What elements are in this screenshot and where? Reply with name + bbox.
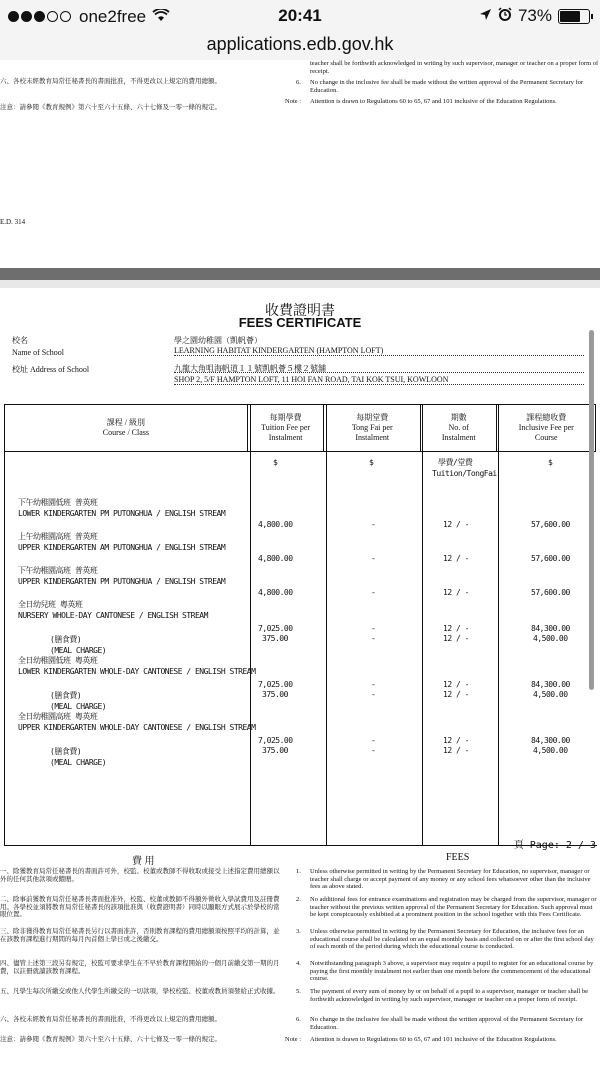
instalments: 12 / - — [443, 680, 469, 689]
meal-instalments: 12 / - — [443, 690, 469, 699]
clock: 20:41 — [278, 6, 322, 25]
page-number: 頁 Page: 2 / 3 — [513, 840, 596, 851]
instalments: 12 / - — [443, 554, 469, 563]
school-label-en: Name of School — [12, 348, 64, 357]
meal-tong-fai: - — [371, 746, 376, 755]
meal-inclusive-fee: 4,500.00 — [533, 690, 568, 699]
fees-table-header — [4, 404, 596, 452]
instalments: 12 / - — [443, 588, 469, 597]
meal-fee: 375.00 — [262, 746, 288, 755]
tong-fai: - — [371, 680, 376, 689]
note-en-item: No additional fees for entrance examinations and registration may be charged from the supervisor, manager or teacher without the previous written approval of the Permanent Secretary for Education. Such approval must be kept conspicuously exhibited at a prominent position in the school together with this Fees Certificate. — [310, 896, 597, 918]
note-en-item: The payment of every sum of money by or on behalf of a pupil to a supervisor, manager or teacher shall be forthwith acknowledged in writing by such supervisor, manager or teacher on a proper form of receipt. — [310, 988, 589, 1003]
course-name-en: UPPER KINDERGARTEN PM PUTONGHUA / ENGLISH STREAM — [18, 577, 226, 586]
notes-head-cn: 費 用 — [132, 856, 155, 867]
unit-inst-cn: 學費/堂費 — [438, 458, 473, 467]
carrier-name: one2free — [79, 7, 147, 26]
location-arrow-icon — [479, 6, 492, 26]
instalments: 12 / - — [443, 520, 469, 529]
address-dotline-2 — [174, 384, 584, 385]
note-cn-item: 六、各校未經教育局常任秘書長的書面批准，不得更改以上規定的費用總額。 — [0, 1016, 221, 1023]
prev-note-cn-remark: 注意：請參閱《教育規例》第六十至六十五條、六十七條及一零一條的規定。 — [0, 104, 221, 111]
header-tongfai: 每期堂費 Tong Fai per Instalment — [324, 405, 421, 452]
note-en-item: Unless otherwise permitted in writing by the Permanent Secretary for Education, the inclusive fees for an educational course shall be calculated on an equal monthly basis and collected on or after the first school day of each month of the period during which the educational course is conducted. — [310, 928, 594, 950]
meal-charge-cn: (膳食費) — [50, 691, 82, 700]
meal-fee: 375.00 — [262, 634, 288, 643]
meal-tong-fai: - — [371, 690, 376, 699]
header-instalments: 期數 No. of Instalment — [420, 405, 497, 452]
note-en-number: Note : — [285, 1036, 302, 1043]
meal-inclusive-fee: 4,500.00 — [533, 634, 568, 643]
page-divider — [0, 268, 600, 280]
course-name-en: LOWER KINDERGARTEN WHOLE-DAY CANTONESE / ENGLISH STREAM — [18, 667, 256, 676]
header-course: 課程 / 級別 Course / Class — [5, 405, 248, 452]
prev-note-en-5: teacher shall be forthwith acknowledged in writing by such supervisor, manager or teacher on a proper form of receipt. — [310, 60, 599, 75]
instalments: 12 / - — [443, 624, 469, 633]
meal-inclusive-fee: 4,500.00 — [533, 746, 568, 755]
meal-instalments: 12 / - — [443, 634, 469, 643]
col-divider-2 — [326, 404, 327, 845]
course-name-en: NURSERY WHOLE-DAY CANTONESE / ENGLISH STREAM — [18, 611, 208, 620]
address-cn: 九龍大角咀海帆道１１號凱帆薈５樓２號舖 — [174, 364, 326, 373]
note-en-number: 4. — [296, 960, 301, 967]
status-bar — [0, 0, 600, 34]
course-name-en: UPPER KINDERGARTEN AM PUTONGHUA / ENGLISH STREAM — [18, 543, 226, 552]
note-cn-item: 注意：請參閱《教育規例》第六十至六十五條、六十七條及一零一條的規定。 — [0, 1036, 221, 1043]
note-cn-item: 四、儘管上述第三段另有規定，校監可要求學生在不早於教育課程開始的一個月前繳交第一期的月費，以註冊就讀該教育課程。 — [0, 960, 280, 975]
inclusive-fee: 84,300.00 — [531, 624, 570, 633]
meal-tong-fai: - — [371, 634, 376, 643]
address-dotline-1 — [174, 372, 584, 373]
tong-fai: - — [371, 520, 376, 529]
meal-instalments: 12 / - — [443, 746, 469, 755]
prev-note-number: 6. — [296, 79, 301, 86]
note-en-item: No change in the inclusive fee shall be made without the written approval of the Permanent Secretary for Education. — [310, 1016, 584, 1031]
inclusive-fee: 57,600.00 — [531, 588, 570, 597]
tuition-fee: 4,800.00 — [258, 554, 293, 563]
alarm-icon — [498, 6, 512, 26]
tuition-fee: 7,025.00 — [258, 680, 293, 689]
form-number: E.D. 314 — [0, 218, 26, 226]
prev-note-label: Note : — [285, 98, 302, 105]
note-en-item: Attention is drawn to Regulations 60 to 65, 67 and 101 inclusive of the Education Regulations. — [310, 1036, 557, 1043]
address-label: 校址 Address of School — [12, 365, 90, 374]
page-gap — [0, 280, 600, 288]
tuition-fee: 7,025.00 — [258, 736, 293, 745]
address-en: SHOP 2, 5/F HAMPTON LOFT, 11 HOI FAN ROAD, TAI KOK TSUI, KOWLOON — [174, 375, 449, 384]
scrollbar[interactable] — [589, 330, 594, 690]
header-tuition: 每期學費 Tuition Fee per Instalment — [247, 405, 324, 452]
course-name-en: LOWER KINDERGARTEN PM PUTONGHUA / ENGLISH STREAM — [18, 509, 226, 518]
instalments: 12 / - — [443, 736, 469, 745]
url-text: applications.edb.gov.hk — [206, 34, 394, 54]
note-en-item: Notwithstanding paragraph 3 above, a supervisor may require a pupil to register for an educational course by paying the first monthly instalment not earlier than one month before the commencement of the educational course. — [310, 960, 594, 982]
url-bar[interactable] — [0, 34, 600, 60]
battery-percent: 73% — [517, 6, 552, 25]
note-cn-item: 三、除非獲得教育局常任秘書長另行以書面准許，否則教育課程的費用總額須按照平均的計算，並在該教育課程進行期間的每月內首個上學日或之後繳交。 — [0, 928, 280, 943]
col-divider-1 — [250, 404, 251, 845]
tong-fai: - — [371, 588, 376, 597]
col-divider-3 — [422, 404, 423, 845]
unit-tongfai: $ — [369, 458, 374, 467]
course-name-cn: 全日幼兒班 粵英班 — [18, 600, 83, 609]
course-name-en: UPPER KINDERGARTEN WHOLE-DAY CANTONESE / ENGLISH STREAM — [18, 723, 256, 732]
meal-charge-cn: (膳食費) — [50, 635, 82, 644]
course-name-cn: 全日幼稚園低班 粵英班 — [18, 656, 98, 665]
note-cn-item: 五、凡學生每次所繳交或他人代學生所繳交的一切款項，學校校監、校董或教員須發給正式收據。 — [0, 988, 280, 995]
header-inclusive: 課程總收費 Inclusive Fee per Course — [497, 405, 596, 452]
meal-charge-en: (MEAL CHARGE) — [50, 702, 107, 711]
tong-fai: - — [371, 624, 376, 633]
meal-charge-en: (MEAL CHARGE) — [50, 646, 107, 655]
note-en-number: 5. — [296, 988, 301, 995]
inclusive-fee: 57,600.00 — [531, 554, 570, 563]
course-name-cn: 下午幼稚園低班 普英班 — [18, 498, 98, 507]
note-en-number: 3. — [296, 928, 301, 935]
tong-fai: - — [371, 554, 376, 563]
battery-icon — [558, 9, 590, 24]
unit-inclusive: $ — [548, 458, 553, 467]
tuition-fee: 4,800.00 — [258, 520, 293, 529]
inclusive-fee: 84,300.00 — [531, 680, 570, 689]
prev-note-en-6: No change in the inclusive fee shall be made without the written approval of the Permanent Secretary for Education. — [310, 79, 584, 94]
tuition-fee: 7,025.00 — [258, 624, 293, 633]
school-dotline — [174, 355, 584, 356]
meal-charge-en: (MEAL CHARGE) — [50, 758, 107, 767]
meal-fee: 375.00 — [262, 690, 288, 699]
school-name-cn: 學之園幼稚園（凱帆薈） — [174, 336, 262, 345]
prev-note-cn-6: 六、各校未經教育局常任秘書長的書面批准，不得更改以上規定的費用總額。 — [0, 78, 221, 85]
tuition-fee: 4,800.00 — [258, 588, 293, 597]
col-divider-4 — [498, 404, 499, 845]
unit-tuition: $ — [273, 458, 278, 467]
note-en-item: Unless otherwise permitted in writing by the Permanent Secretary for Education, no supervisor, manager or teacher shall charge or accept payment of any money or any school fees whatsoever other than the inclusive fees as above stated. — [310, 868, 591, 890]
course-name-cn: 下午幼稚園高班 普英班 — [18, 566, 98, 575]
inclusive-fee: 84,300.00 — [531, 736, 570, 745]
title-cn: 收費證明書 — [265, 304, 335, 319]
meal-charge-cn: (膳食費) — [50, 747, 82, 756]
inclusive-fee: 57,600.00 — [531, 520, 570, 529]
course-name-cn: 上午幼稚園高班 普英班 — [18, 532, 98, 541]
note-en-number: 2. — [296, 896, 301, 903]
school-label-cn: 校名 — [12, 336, 28, 345]
course-name-cn: 全日幼稚園高班 粵英班 — [18, 712, 98, 721]
unit-inst-en: Tuition/TongFai — [432, 469, 497, 478]
school-name-en: LEARNING HABITAT KINDERGARTEN (HAMPTON LOFT) — [174, 346, 384, 355]
note-cn-item: 一、除獲教育局常任秘書長的書面許可外，校監、校董或教師不得收取或接受上述指定費用總額以外的任何其他款項或饋贈。 — [0, 868, 280, 883]
notes-head-en: FEES — [446, 852, 470, 863]
status-right — [479, 6, 590, 26]
tong-fai: - — [371, 736, 376, 745]
note-en-number: 1. — [296, 868, 301, 875]
page-title: FEES CERTIFICATE — [238, 315, 362, 330]
battery-level — [560, 11, 580, 22]
prev-note-en: Attention is drawn to Regulations 60 to 65, 67 and 101 inclusive of the Education Regulations. — [310, 98, 557, 105]
note-cn-item: 二、除事前獲教育局常任秘書長書面批准外，校監、校董或教師不得額外徵收入學試費用及註冊費用。各學校並須將教育局常任秘書長的該項批准與（收費證明書）同時以顯眼方式展示於學校的當眼位置。 — [0, 896, 280, 918]
note-en-number: 6. — [296, 1016, 301, 1023]
